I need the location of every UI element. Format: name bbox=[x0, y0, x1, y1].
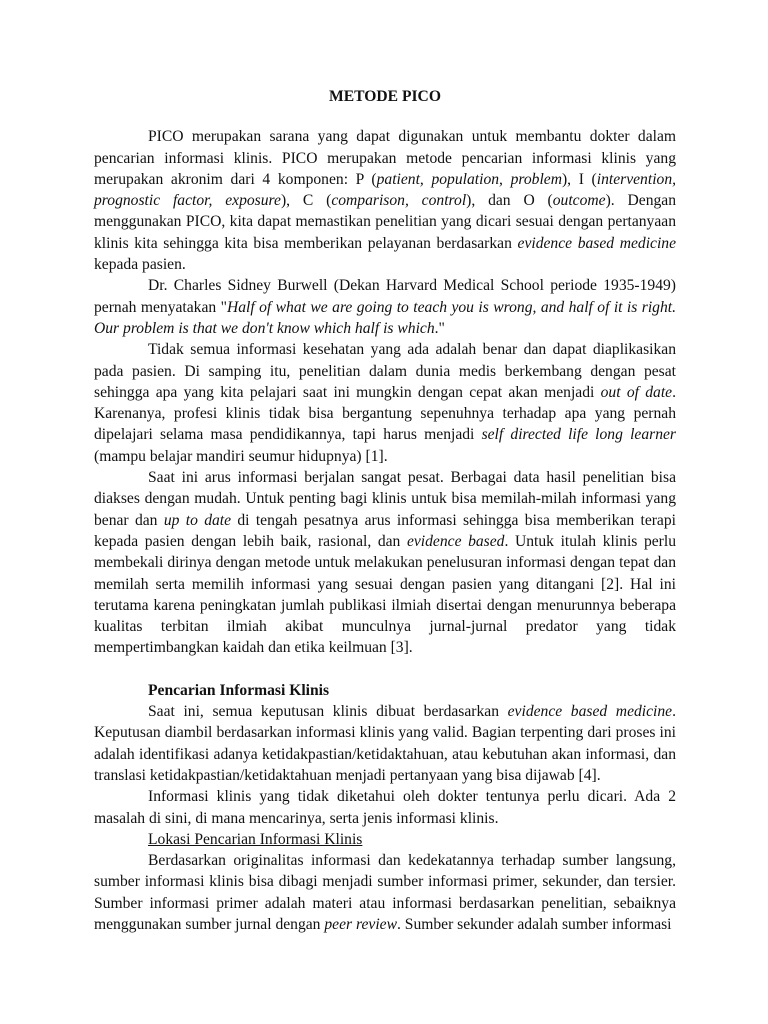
paragraph-burwell-quote: Dr. Charles Sidney Burwell (Dekan Harvard Medical School periode 1935-1949) pernah menyatakan "Half of what we are going to teach you is wrong, and half of it is right. Our problem is that we don't know which half is which." bbox=[94, 277, 676, 337]
paragraph-unknown-information: Informasi klinis yang tidak diketahui oleh dokter tentunya perlu dicari. Ada 2 masalah di sini, di mana mencarinya, serta jenis informasi klinis. bbox=[94, 788, 676, 827]
paragraph-information-validity: Tidak semua informasi kesehatan yang ada adalah benar dan dapat diaplikasikan pada pasien. Di samping itu, penelitian dalam dunia medis berkembang dengan pesat sehingga apa yang kita pelajari saat ini mungkin dengan cepat akan menjadi out of date. Karenanya, profesi klinis tidak bisa bergantung sepenuhnya terhadap apa yang pernah dipelajari selama masa pendidikannya, tapi harus menjadi self directed life long learner (mampu belajar mandiri seumur hidupnya) [1]. bbox=[94, 341, 676, 465]
subsection-heading: Lokasi Pencarian Informasi Klinis bbox=[148, 830, 363, 848]
section-spacer bbox=[94, 659, 676, 680]
section-heading: Pencarian Informasi Klinis bbox=[148, 681, 330, 699]
paragraph-information-sources: Berdasarkan originalitas informasi dan kedekatannya terhadap sumber langsung, sumber informasi klinis bisa dibagi menjadi sumber informasi primer, sekunder, dan tersier. Sumber informasi primer adalah materi atau informasi berdasarkan penelitian, sebaiknya menggunakan sumber jurnal dengan peer review. Sumber sekunder adalah sumber informasi bbox=[94, 852, 676, 933]
document-title: METODE PICO bbox=[329, 88, 441, 105]
paragraph-pico-intro: PICO merupakan sarana yang dapat digunakan untuk membantu dokter dalam pencarian informasi klinis. PICO merupakan metode pencarian informasi klinis yang merupakan akronim dari 4 komponen: P (patient, population, problem), I (intervention, prognostic factor, exposure), C (comparison, control), dan O (outcome). Dengan menggunakan PICO, kita dapat memastikan penelitian yang dicari sesuai dengan pertanyaan klinis kita sehingga kita bisa memberikan pelayanan berdasarkan evidence based medicine kepada pasien. bbox=[94, 128, 677, 274]
document-body bbox=[94, 86, 676, 935]
paragraph-information-flow: Saat ini arus informasi berjalan sangat pesat. Berbagai data hasil penelitian bisa diakses dengan mudah. Untuk penting bagi klinis untuk bisa memilah-milah informasi yang benar dan up to date di tengah pesatnya arus informasi sehingga bisa memberikan terapi kepada pasien dengan lebih baik, rasional, dan evidence based. Untuk itulah klinis perlu membekali dirinya dengan metode untuk melakukan penelusuran informasi dengan tepat dan memilah serta memilih informasi yang sesuai dengan pasien yang ditangani [2]. Hal ini terutama karena peningkatan jumlah publikasi ilmiah disertai dengan menurunnya beberapa kualitas terbitan ilmiah akibat munculnya jurnal-jurnal predator yang tidak mempertimbangkan kaidah dan etika keilmuan [3]. bbox=[94, 469, 676, 657]
paragraph-clinical-decisions: Saat ini, semua keputusan klinis dibuat berdasarkan evidence based medicine. Keputusan diambil berdasarkan informasi klinis yang valid. Bagian terpenting dari proses ini adalah identifikasi adanya ketidakpastian/ketidaktahuan, atau kebutuhan akan informasi, dan translasi ketidakpastian/ketidaktahuan menjadi pertanyaan yang bisa dijawab [4]. bbox=[94, 703, 676, 784]
